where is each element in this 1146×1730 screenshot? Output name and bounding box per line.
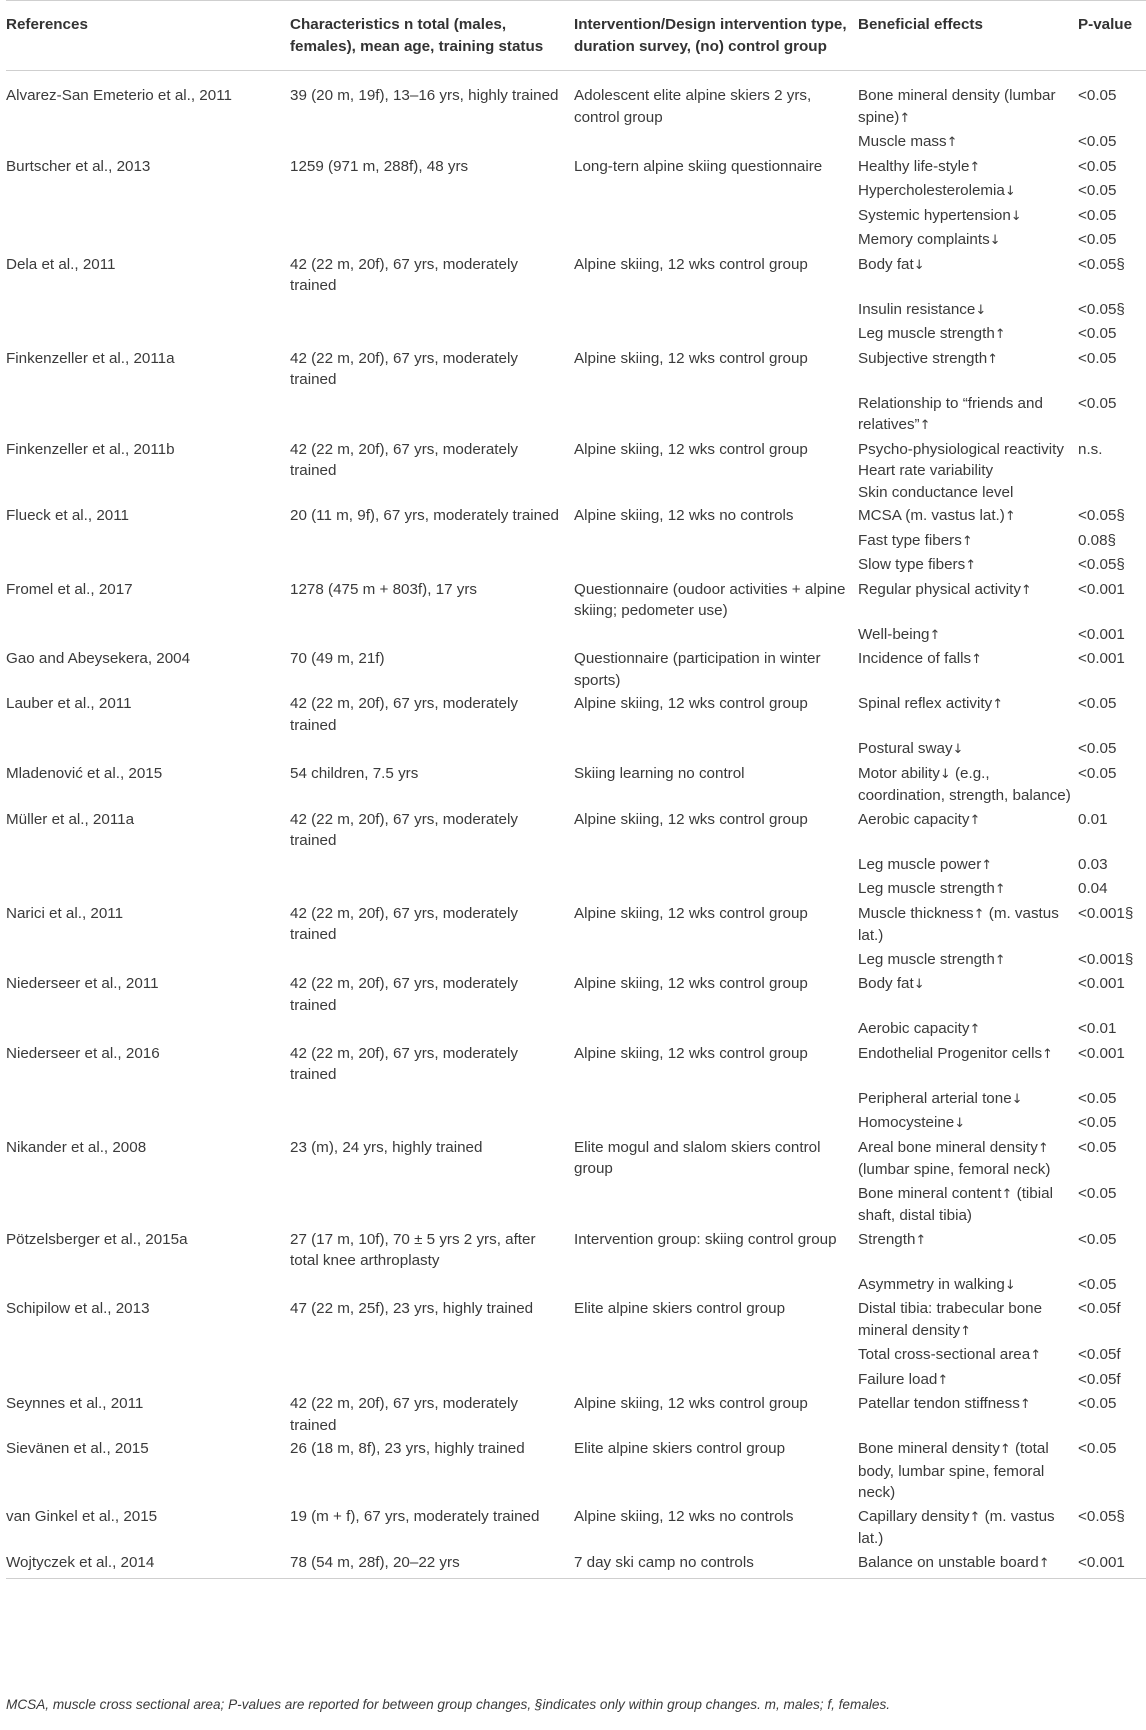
cell-intervention [574,297,858,322]
cell-effect: Fast type fibers↑ [858,531,973,549]
cell-pvalue: n.s. [1078,440,1103,458]
cell-characteristics: 20 (11 m, 9f), 67 yrs, moderately trained [290,507,559,524]
cell-characteristics [290,227,574,252]
cell-characteristics: 1278 (475 m + 803f), 17 yrs [290,580,477,598]
cell-characteristics [290,1272,574,1297]
table-row [6,577,1146,622]
cell-intervention [574,528,858,553]
cell-intervention: Skiing learning no control [574,764,745,782]
cell-characteristics: 42 (22 m, 20f), 67 yrs, moderately trained [290,1044,518,1083]
table-row [6,1181,1146,1227]
cell-intervention [574,1016,858,1041]
cell-effect: Balance on unstable board↑ [858,1550,1078,1579]
cell-characteristics [290,1181,574,1227]
cell-effect: Asymmetry in walking↓ [858,1275,1016,1293]
cell-intervention [574,227,858,252]
cell-characteristics: 23 (m), 24 yrs, highly trained [290,1138,483,1156]
cell-effect: Capillary density↑ (m. vastus lat.) [858,1507,1055,1547]
header-effects: Beneficial effects [858,1,1078,71]
cell-reference: Finkenzeller et al., 2011a [6,349,175,367]
cell-reference [6,947,290,972]
cell-intervention: Alpine skiing, 12 wks no controls [574,1507,794,1525]
cell-intervention: Alpine skiing, 12 wks control group [574,255,808,273]
cell-effect: Healthy life-style↑ [858,157,981,175]
cell-characteristics: 42 (22 m, 20f), 67 yrs, moderately trained [290,440,518,479]
cell-characteristics [290,297,574,322]
table-row [6,736,1146,761]
table-row [6,646,1146,691]
cell-pvalue: <0.001 [1078,975,1125,992]
cell-pvalue: <0.05 [1078,764,1117,782]
cell-reference: Finkenzeller et al., 2011b [6,440,175,458]
table-row [6,761,1146,807]
table-row [6,71,1146,130]
cell-reference: Wojtyczek et al., 2014 [6,1550,290,1579]
cell-intervention: Alpine skiing, 12 wks control group [574,975,808,992]
table-body [6,71,1146,1579]
cell-effect: Endothelial Progenitor cells↑ [858,1044,1053,1062]
cell-intervention [574,1342,858,1367]
cell-effect: Muscle thickness↑ (m. vastus lat.) [858,904,1059,944]
cell-characteristics: 42 (22 m, 20f), 67 yrs, moderately trained [290,255,518,294]
cell-pvalue: <0.001§ [1078,904,1134,922]
cell-effect: MCSA (m. vastus lat.)↑ [858,507,1016,524]
cell-intervention [574,1110,858,1135]
cell-effect: Patellar tendon stiffness↑ [858,1395,1031,1412]
cell-pvalue: <0.05 [1078,394,1117,412]
cell-effect: Leg muscle strength↑ [858,880,1006,897]
cell-effect: Subjective strength↑ [858,349,999,367]
cell-intervention: Intervention group: skiing control group [574,1230,837,1248]
cell-pvalue: <0.05 [1078,157,1117,175]
cell-intervention: Alpine skiing, 12 wks control group [574,1395,808,1412]
cell-reference [6,1016,290,1041]
cell-intervention: Questionnaire (oudoor activities + alpine skiing; pedometer use) [574,580,846,619]
table-row [6,346,1146,391]
cell-characteristics [290,876,574,901]
cell-intervention: Elite alpine skiers control group [574,1300,786,1317]
cell-reference [6,852,290,877]
cell-effect: Leg muscle power↑ [858,855,993,873]
cell-characteristics [290,178,574,203]
cell-effect: Body fat↓ [858,975,925,992]
cell-intervention: Elite alpine skiers control group [574,1440,786,1457]
cell-effect: Aerobic capacity↑ [858,1020,981,1037]
table-row [6,391,1146,437]
cell-effect: Well-being↑ [858,625,941,643]
cell-reference: Lauber et al., 2011 [6,695,132,712]
cell-intervention [574,1367,858,1392]
cell-pvalue: <0.001§ [1078,950,1134,968]
cell-reference: Flueck et al., 2011 [6,507,129,524]
cell-pvalue: <0.05 [1078,740,1117,757]
cell-pvalue: <0.001 [1078,580,1125,598]
cell-characteristics [290,1342,574,1367]
cell-reference [6,736,290,761]
cell-pvalue: <0.05 [1078,133,1117,150]
table-row [6,1086,1146,1111]
table-row [6,552,1146,577]
cell-intervention: 7 day ski camp no controls [574,1550,858,1579]
cell-reference [6,129,290,154]
table-row [6,1296,1146,1342]
table-row [6,971,1146,1016]
cell-reference: Niederseer et al., 2011 [6,975,159,992]
cell-intervention [574,1086,858,1111]
cell-intervention [574,947,858,972]
cell-reference: van Ginkel et al., 2015 [6,1507,158,1525]
table-row [6,528,1146,553]
cell-intervention: Alpine skiing, 12 wks control group [574,349,808,367]
cell-intervention: Long-tern alpine skiing questionnaire [574,157,823,175]
cell-pvalue: <0.05 [1078,1089,1117,1107]
cell-reference [6,1272,290,1297]
cell-pvalue: <0.05 [1078,1395,1117,1412]
cell-effect: Bone mineral density (lumbar spine)↑ [858,87,1056,126]
table-row [6,876,1146,901]
cell-effect: Strength↑ [858,1230,927,1248]
table-row [6,321,1146,346]
cell-pvalue: 0.08§ [1078,531,1117,549]
cell-characteristics [290,947,574,972]
cell-pvalue: <0.05 [1078,325,1117,342]
cell-pvalue: 0.01 [1078,810,1108,828]
header-intervention: Intervention/Design intervention type, duration survey, (no) control group [574,1,858,71]
cell-intervention: Adolescent elite alpine skiers 2 yrs, control group [574,87,812,126]
cell-reference [6,1086,290,1111]
cell-reference [6,203,290,228]
cell-reference: Pötzelsberger et al., 2015a [6,1230,188,1248]
cell-reference [6,178,290,203]
cell-effect: Incidence of falls↑ [858,650,983,667]
table-row [6,178,1146,203]
cell-effect: Muscle mass↑ [858,133,958,150]
cell-characteristics: 39 (20 m, 19f), 13–16 yrs, highly trained [290,87,559,104]
cell-effect: Memory complaints↓ [858,231,1001,248]
table-row [6,1342,1146,1367]
cell-characteristics: 78 (54 m, 28f), 20–22 yrs [290,1550,574,1579]
cell-effect: Hypercholesterolemia↓ [858,182,1016,199]
cell-intervention [574,129,858,154]
cell-pvalue: <0.001 [1078,625,1125,643]
cell-reference: Burtscher et al., 2013 [6,157,151,175]
table-row [6,947,1146,972]
cell-pvalue: <0.05§ [1078,300,1125,318]
cell-characteristics [290,1110,574,1135]
cell-pvalue: <0.05 [1078,1138,1117,1156]
cell-effect: Bone mineral density↑ (total body, lumbar spine, femoral neck) [858,1440,1049,1501]
cell-intervention [574,321,858,346]
table-row [6,1041,1146,1086]
cell-intervention: Elite mogul and slalom skiers control group [574,1138,821,1177]
header-row [6,1,1146,71]
header-references: References [6,1,290,71]
cell-pvalue: <0.05 [1078,87,1117,104]
cell-reference [6,622,290,647]
cell-pvalue: <0.05 [1078,695,1117,712]
cell-reference [6,297,290,322]
cell-reference: Nikander et al., 2008 [6,1138,147,1156]
cell-pvalue: <0.05 [1078,349,1117,367]
cell-effect: Systemic hypertension↓ [858,206,1022,224]
cell-pvalue: <0.05§ [1078,255,1125,273]
cell-characteristics: 42 (22 m, 20f), 67 yrs, moderately trained [290,904,518,943]
cell-effect: Leg muscle strength↑ [858,950,1006,968]
cell-pvalue: 0.04 [1078,880,1108,897]
cell-characteristics [290,129,574,154]
table-row [6,252,1146,297]
cell-reference: Gao and Abeysekera, 2004 [6,650,191,667]
cell-effect: Areal bone mineral density↑ (lumbar spine, femoral neck) [858,1138,1051,1178]
cell-pvalue: <0.05§ [1078,556,1125,573]
cell-pvalue: <0.05§ [1078,507,1125,524]
cell-characteristics [290,528,574,553]
cell-pvalue: <0.05§ [1078,1507,1125,1525]
cell-characteristics [290,1016,574,1041]
cell-characteristics: 42 (22 m, 20f), 67 yrs, moderately trained [290,349,518,388]
cell-effect: Spinal reflex activity↑ [858,695,1004,712]
cell-effect: Failure load↑ [858,1370,949,1388]
cell-characteristics [290,622,574,647]
cell-reference [6,1110,290,1135]
cell-characteristics: 42 (22 m, 20f), 67 yrs, moderately trained [290,695,518,734]
cell-reference [6,321,290,346]
table-row [6,622,1146,647]
cell-characteristics [290,391,574,437]
table-row [6,1110,1146,1135]
cell-pvalue: <0.05 [1078,1440,1117,1457]
cell-characteristics: 26 (18 m, 8f), 23 yrs, highly trained [290,1440,525,1457]
cell-effect: Regular physical activity↑ [858,580,1032,598]
cell-effect: Insulin resistance↓ [858,300,987,318]
cell-intervention [574,876,858,901]
table-row [6,1436,1146,1504]
cell-effect: Postural sway↓ [858,740,964,757]
cell-effect: Homocysteine↓ [858,1114,966,1131]
cell-pvalue: 0.03 [1078,855,1108,873]
table-row [6,437,1146,504]
table-header [6,1,1146,71]
cell-characteristics [290,852,574,877]
cell-effect: Body fat↓ [858,255,925,273]
cell-pvalue: <0.001 [1078,1044,1125,1062]
table-row [6,154,1146,179]
cell-pvalue: <0.001 [1078,650,1125,667]
cell-pvalue: <0.05 [1078,1275,1117,1293]
cell-effect: Distal tibia: trabecular bone mineral density↑ [858,1300,1043,1339]
cell-characteristics: 19 (m + f), 67 yrs, moderately trained [290,1507,540,1525]
table-row [6,1227,1146,1272]
cell-pvalue: <0.001 [1078,1550,1146,1579]
cell-characteristics: 47 (22 m, 25f), 23 yrs, highly trained [290,1300,534,1317]
cell-effect: Peripheral arterial tone↓ [858,1089,1023,1107]
cell-intervention [574,852,858,877]
table-row [6,297,1146,322]
cell-characteristics [290,203,574,228]
cell-reference: Sievänen et al., 2015 [6,1440,149,1457]
cell-intervention [574,178,858,203]
table-row [6,1367,1146,1392]
cell-characteristics: 42 (22 m, 20f), 67 yrs, moderately trained [290,810,518,849]
cell-reference: Alvarez-San Emeterio et al., 2011 [6,87,232,104]
cell-intervention [574,736,858,761]
cell-intervention [574,1181,858,1227]
cell-pvalue: <0.05 [1078,231,1117,248]
cell-reference: Müller et al., 2011a [6,810,135,828]
cell-pvalue: <0.05f [1078,1370,1121,1388]
cell-reference [6,227,290,252]
cell-characteristics: 42 (22 m, 20f), 67 yrs, moderately trained [290,1395,518,1434]
cell-reference [6,1342,290,1367]
cell-characteristics: 27 (17 m, 10f), 70 ± 5 yrs 2 yrs, after total knee arthroplasty [290,1230,536,1269]
cell-intervention [574,622,858,647]
cell-reference [6,391,290,437]
cell-characteristics [290,736,574,761]
cell-reference [6,528,290,553]
cell-reference [6,1367,290,1392]
cell-reference [6,1181,290,1227]
cell-reference: Narici et al., 2011 [6,904,124,922]
cell-reference: Dela et al., 2011 [6,255,116,273]
cell-reference: Mladenović et al., 2015 [6,764,163,782]
cell-effect: Relationship to “friends and relatives”↑ [858,394,1043,433]
table-row [6,1135,1146,1181]
cell-intervention: Alpine skiing, 12 wks control group [574,904,808,922]
table-row [6,1391,1146,1436]
cell-reference: Niederseer et al., 2016 [6,1044,160,1062]
cell-effect: Aerobic capacity↑ [858,810,981,828]
cell-effect: Motor ability↓ (e.g., coordination, strength, balance) [858,764,1071,804]
cell-reference: Seynnes et al., 2011 [6,1395,144,1412]
cell-intervention: Alpine skiing, 12 wks control group [574,810,808,828]
cell-intervention: Alpine skiing, 12 wks control group [574,440,808,458]
cell-effect: Slow type fibers↑ [858,556,977,573]
cell-intervention [574,1272,858,1297]
table-row [6,691,1146,736]
table-row [6,1272,1146,1297]
header-characteristics: Characteristics n total (males, females), mean age, training status [290,1,574,71]
cell-intervention [574,391,858,437]
cell-pvalue: <0.05f [1078,1300,1121,1317]
table-row [6,1504,1146,1550]
table-row [6,1016,1146,1041]
table-row [6,503,1146,528]
table-row [6,129,1146,154]
table-row [6,227,1146,252]
cell-characteristics: 1259 (971 m, 288f), 48 yrs [290,157,469,175]
cell-characteristics: 42 (22 m, 20f), 67 yrs, moderately trained [290,975,518,1014]
cell-pvalue: <0.05f [1078,1346,1121,1363]
cell-pvalue: <0.05 [1078,1184,1117,1202]
cell-pvalue: <0.05 [1078,182,1117,199]
cell-characteristics [290,321,574,346]
cell-effect: Total cross-sectional area↑ [858,1346,1042,1363]
cell-intervention [574,203,858,228]
table-row [6,807,1146,852]
table-row [6,203,1146,228]
cell-pvalue: <0.01 [1078,1020,1117,1037]
cell-intervention: Alpine skiing, 12 wks control group [574,1044,808,1062]
cell-characteristics: 70 (49 m, 21f) [290,650,385,667]
table-row [6,852,1146,877]
cell-reference: Schipilow et al., 2013 [6,1300,150,1317]
table-row [6,1550,1146,1579]
cell-characteristics: 54 children, 7.5 yrs [290,764,419,782]
cell-effect: Leg muscle strength↑ [858,325,1006,342]
header-pvalue: P-value [1078,1,1146,71]
cell-intervention: Alpine skiing, 12 wks control group [574,695,808,712]
cell-effect: Bone mineral content↑ (tibial shaft, distal tibia) [858,1184,1053,1224]
cell-reference [6,876,290,901]
cell-pvalue: <0.05 [1078,1114,1117,1131]
cell-intervention: Alpine skiing, 12 wks no controls [574,507,794,524]
cell-characteristics [290,1086,574,1111]
cell-intervention: Questionnaire (participation in winter sports) [574,650,821,689]
cell-reference: Fromel et al., 2017 [6,580,133,598]
cell-characteristics [290,1367,574,1392]
cell-characteristics [290,552,574,577]
cell-pvalue: <0.05 [1078,206,1117,224]
table-row [6,901,1146,947]
cell-intervention [574,552,858,577]
studies-table [6,0,1146,1579]
table-footnote: MCSA, muscle cross sectional area; P-values are reported for between group changes, §indicates only within group changes. m, males; f, females. [6,1697,891,1712]
cell-pvalue: <0.05 [1078,1230,1117,1248]
cell-reference [6,552,290,577]
cell-effect: Psycho-physiological reactivity Heart rate variability Skin conductance level [858,440,1064,501]
